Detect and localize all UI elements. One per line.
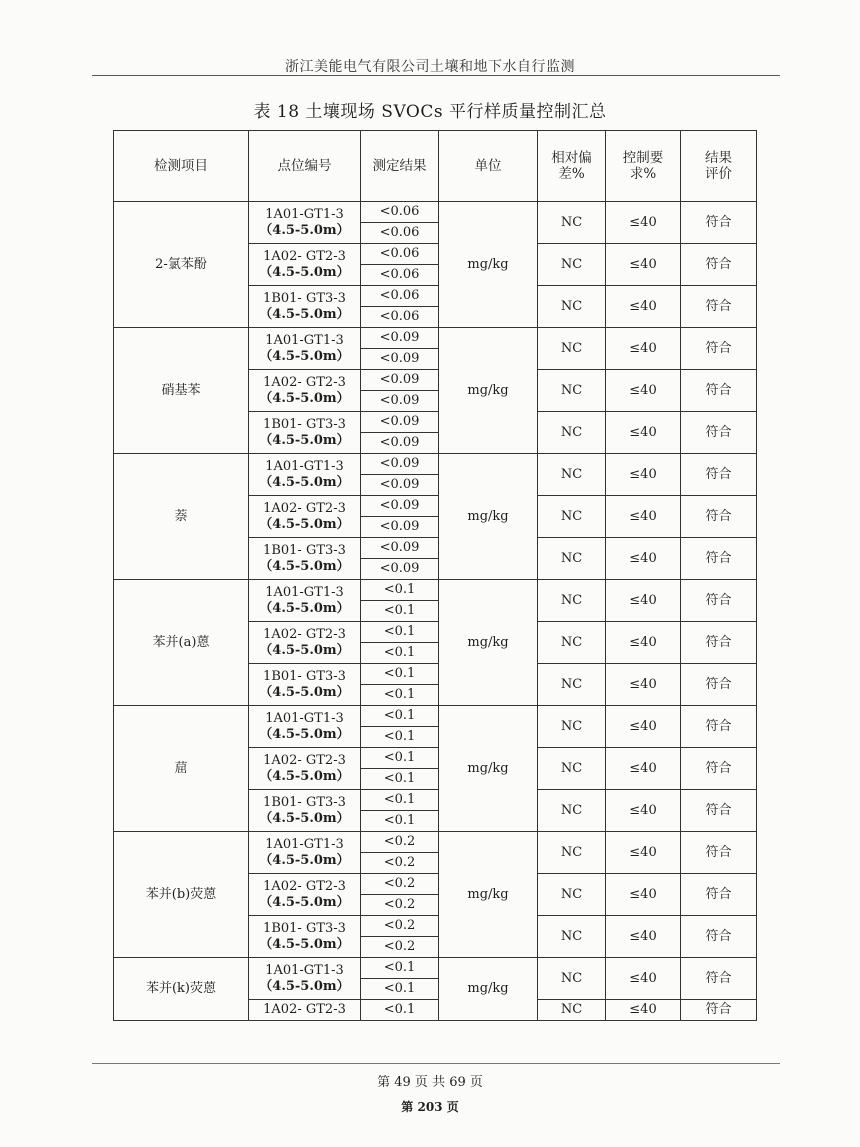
requirement-cell: ≤40 xyxy=(606,370,681,412)
point-id-cell xyxy=(249,328,361,370)
point-id: 1A01-GT1-3 xyxy=(265,584,344,600)
unit-cell: mg/kg xyxy=(439,832,538,958)
item-name-cell: 苯并(a)蒽 xyxy=(114,580,249,706)
rpd-cell: NC xyxy=(538,664,606,706)
evaluation-cell: 符合 xyxy=(681,328,757,370)
evaluation-cell: 符合 xyxy=(681,370,757,412)
requirement-cell: ≤40 xyxy=(606,748,681,790)
table-row xyxy=(114,706,757,727)
evaluation-cell: 符合 xyxy=(681,580,757,622)
sample-depth: （4.5-5.0m） xyxy=(259,516,350,532)
result-cell: <0.1 xyxy=(361,958,439,979)
point-id-cell xyxy=(249,412,361,454)
point-id-cell xyxy=(249,454,361,496)
sample-depth: （4.5-5.0m） xyxy=(259,936,350,952)
requirement-cell: ≤40 xyxy=(606,664,681,706)
unit-cell: mg/kg xyxy=(439,706,538,832)
point-id-cell xyxy=(249,916,361,958)
result-cell: <0.09 xyxy=(361,454,439,475)
result-cell: <0.1 xyxy=(361,664,439,685)
evaluation-cell: 符合 xyxy=(681,538,757,580)
table-row xyxy=(114,202,757,223)
point-id: 1A01-GT1-3 xyxy=(265,458,344,474)
point-id: 1B01- GT3-3 xyxy=(263,542,346,558)
result-cell: <0.06 xyxy=(361,244,439,265)
point-id: 1A01-GT1-3 xyxy=(265,836,344,852)
evaluation-cell: 符合 xyxy=(681,790,757,832)
point-id-cell xyxy=(249,244,361,286)
result-cell: <0.06 xyxy=(361,223,439,244)
result-cell: <0.09 xyxy=(361,517,439,538)
table-caption: 表 18 土壤现场 SVOCs 平行样质量控制汇总 xyxy=(253,102,607,122)
rpd-cell: NC xyxy=(538,328,606,370)
sample-depth: （4.5-5.0m） xyxy=(259,642,350,658)
point-id: 1A01-GT1-3 xyxy=(265,206,344,222)
qc-table xyxy=(113,130,757,1021)
requirement-cell: ≤40 xyxy=(606,874,681,916)
requirement-cell: ≤40 xyxy=(606,916,681,958)
footer-rule xyxy=(92,1063,780,1064)
rpd-cell: NC xyxy=(538,916,606,958)
result-cell: <0.09 xyxy=(361,538,439,559)
point-id: 1A01-GT1-3 xyxy=(265,962,344,978)
point-id-cell xyxy=(249,580,361,622)
result-cell: <0.09 xyxy=(361,328,439,349)
rpd-cell: NC xyxy=(538,1000,606,1021)
requirement-cell: ≤40 xyxy=(606,454,681,496)
result-cell: <0.06 xyxy=(361,286,439,307)
evaluation-cell: 符合 xyxy=(681,664,757,706)
point-id-cell xyxy=(249,706,361,748)
table-row xyxy=(114,958,757,979)
item-name-cell: 硝基苯 xyxy=(114,328,249,454)
evaluation-cell: 符合 xyxy=(681,286,757,328)
point-id-cell xyxy=(249,748,361,790)
table-row xyxy=(114,580,757,601)
evaluation-cell: 符合 xyxy=(681,832,757,874)
item-name-cell: 苯并(k)荧蒽 xyxy=(114,958,249,1021)
sample-depth: （4.5-5.0m） xyxy=(259,264,350,280)
result-cell: <0.1 xyxy=(361,748,439,769)
rpd-cell: NC xyxy=(538,244,606,286)
result-cell: <0.09 xyxy=(361,475,439,496)
result-cell: <0.09 xyxy=(361,496,439,517)
requirement-cell: ≤40 xyxy=(606,496,681,538)
evaluation-cell: 符合 xyxy=(681,706,757,748)
result-cell: <0.06 xyxy=(361,265,439,286)
requirement-cell: ≤40 xyxy=(606,622,681,664)
col-header-requirement: 控制要 求% xyxy=(606,131,681,202)
evaluation-cell: 符合 xyxy=(681,202,757,244)
sample-depth: （4.5-5.0m） xyxy=(259,222,350,238)
rpd-cell: NC xyxy=(538,538,606,580)
unit-cell: mg/kg xyxy=(439,202,538,328)
requirement-cell: ≤40 xyxy=(606,328,681,370)
point-id: 1B01- GT3-3 xyxy=(263,416,346,432)
sample-depth: （4.5-5.0m） xyxy=(259,600,350,616)
sample-depth: （4.5-5.0m） xyxy=(259,390,350,406)
result-cell: <0.1 xyxy=(361,790,439,811)
rpd-cell: NC xyxy=(538,958,606,1000)
evaluation-cell: 符合 xyxy=(681,412,757,454)
table-body xyxy=(114,202,757,1021)
header-rule xyxy=(92,75,780,76)
point-id: 1A02- GT2-3 xyxy=(263,374,346,390)
sample-depth: （4.5-5.0m） xyxy=(259,432,350,448)
evaluation-cell: 符合 xyxy=(681,496,757,538)
rpd-cell: NC xyxy=(538,790,606,832)
point-id: 1A02- GT2-3 xyxy=(263,248,346,264)
unit-cell: mg/kg xyxy=(439,454,538,580)
col-header-item: 检测项目 xyxy=(114,131,249,202)
col-header-rpd: 相对偏 差% xyxy=(538,131,606,202)
rpd-cell: NC xyxy=(538,454,606,496)
table-row xyxy=(114,328,757,349)
requirement-cell: ≤40 xyxy=(606,580,681,622)
point-id-cell xyxy=(249,496,361,538)
point-id: 1B01- GT3-3 xyxy=(263,668,346,684)
requirement-cell: ≤40 xyxy=(606,244,681,286)
result-cell: <0.2 xyxy=(361,895,439,916)
result-cell: <0.09 xyxy=(361,370,439,391)
result-cell: <0.09 xyxy=(361,412,439,433)
rpd-cell: NC xyxy=(538,286,606,328)
table-header-row xyxy=(114,131,757,202)
point-id: 1B01- GT3-3 xyxy=(263,290,346,306)
sample-depth: （4.5-5.0m） xyxy=(259,684,350,700)
result-cell: <0.1 xyxy=(361,979,439,1000)
col-header-result: 测定结果 xyxy=(361,131,439,202)
result-cell: <0.1 xyxy=(361,685,439,706)
result-cell: <0.1 xyxy=(361,601,439,622)
point-id-cell xyxy=(249,1000,361,1021)
point-id-cell xyxy=(249,874,361,916)
rpd-cell: NC xyxy=(538,370,606,412)
rpd-cell: NC xyxy=(538,496,606,538)
rpd-cell: NC xyxy=(538,202,606,244)
requirement-cell: ≤40 xyxy=(606,790,681,832)
unit-cell: mg/kg xyxy=(439,580,538,706)
requirement-cell: ≤40 xyxy=(606,202,681,244)
evaluation-cell: 符合 xyxy=(681,622,757,664)
evaluation-cell: 符合 xyxy=(681,454,757,496)
point-id-cell xyxy=(249,664,361,706)
evaluation-cell: 符合 xyxy=(681,958,757,1000)
result-cell: <0.2 xyxy=(361,853,439,874)
evaluation-cell: 符合 xyxy=(681,748,757,790)
sample-depth: （4.5-5.0m） xyxy=(259,726,350,742)
point-id: 1A02- GT2-3 xyxy=(263,500,346,516)
unit-cell: mg/kg xyxy=(439,328,538,454)
requirement-cell: ≤40 xyxy=(606,832,681,874)
point-id-cell xyxy=(249,622,361,664)
result-cell: <0.09 xyxy=(361,349,439,370)
evaluation-cell: 符合 xyxy=(681,1000,757,1021)
running-header: 浙江美能电气有限公司土壤和地下水自行监测 xyxy=(285,59,575,75)
col-header-unit: 单位 xyxy=(439,131,538,202)
point-id: 1A02- GT2-3 xyxy=(263,752,346,768)
result-cell: <0.09 xyxy=(361,433,439,454)
point-id-cell xyxy=(249,790,361,832)
result-cell: <0.1 xyxy=(361,727,439,748)
rpd-cell: NC xyxy=(538,580,606,622)
rpd-cell: NC xyxy=(538,706,606,748)
page-number: 第 49 页 共 69 页 xyxy=(377,1075,483,1090)
sample-depth: （4.5-5.0m） xyxy=(259,558,350,574)
result-cell: <0.1 xyxy=(361,580,439,601)
result-cell: <0.2 xyxy=(361,832,439,853)
result-cell: <0.2 xyxy=(361,874,439,895)
item-name-cell: 䓛 xyxy=(114,706,249,832)
rpd-cell: NC xyxy=(538,622,606,664)
sample-depth: （4.5-5.0m） xyxy=(259,894,350,910)
point-id-cell xyxy=(249,958,361,1000)
point-id: 1A02- GT2-3 xyxy=(263,1002,346,1017)
requirement-cell: ≤40 xyxy=(606,706,681,748)
result-cell: <0.09 xyxy=(361,559,439,580)
item-name-cell: 萘 xyxy=(114,454,249,580)
table-row xyxy=(114,454,757,475)
point-id-cell xyxy=(249,832,361,874)
sample-depth: （4.5-5.0m） xyxy=(259,852,350,868)
result-cell: <0.1 xyxy=(361,1000,439,1021)
result-cell: <0.09 xyxy=(361,391,439,412)
table-row xyxy=(114,832,757,853)
result-cell: <0.06 xyxy=(361,307,439,328)
point-id: 1B01- GT3-3 xyxy=(263,920,346,936)
result-cell: <0.2 xyxy=(361,916,439,937)
col-header-point: 点位编号 xyxy=(249,131,361,202)
point-id: 1A02- GT2-3 xyxy=(263,626,346,642)
unit-cell: mg/kg xyxy=(439,958,538,1021)
evaluation-cell: 符合 xyxy=(681,244,757,286)
point-id-cell xyxy=(249,370,361,412)
point-id-cell xyxy=(249,538,361,580)
sample-depth: （4.5-5.0m） xyxy=(259,474,350,490)
point-id-cell xyxy=(249,202,361,244)
rpd-cell: NC xyxy=(538,874,606,916)
point-id: 1A01-GT1-3 xyxy=(265,710,344,726)
requirement-cell: ≤40 xyxy=(606,958,681,1000)
col-header-evaluation: 结果 评价 xyxy=(681,131,757,202)
absolute-page-number: 第 203 页 xyxy=(401,1100,459,1114)
rpd-cell: NC xyxy=(538,832,606,874)
sample-depth: （4.5-5.0m） xyxy=(259,810,350,826)
result-cell: <0.1 xyxy=(361,769,439,790)
result-cell: <0.1 xyxy=(361,643,439,664)
result-cell: <0.06 xyxy=(361,202,439,223)
sample-depth: （4.5-5.0m） xyxy=(259,306,350,322)
rpd-cell: NC xyxy=(538,412,606,454)
sample-depth: （4.5-5.0m） xyxy=(259,348,350,364)
requirement-cell: ≤40 xyxy=(606,538,681,580)
item-name-cell: 苯并(b)荧蒽 xyxy=(114,832,249,958)
evaluation-cell: 符合 xyxy=(681,874,757,916)
result-cell: <0.1 xyxy=(361,706,439,727)
point-id: 1B01- GT3-3 xyxy=(263,794,346,810)
point-id: 1A01-GT1-3 xyxy=(265,332,344,348)
result-cell: <0.1 xyxy=(361,811,439,832)
requirement-cell: ≤40 xyxy=(606,412,681,454)
point-id-cell xyxy=(249,286,361,328)
sample-depth: （4.5-5.0m） xyxy=(259,768,350,784)
requirement-cell: ≤40 xyxy=(606,286,681,328)
evaluation-cell: 符合 xyxy=(681,916,757,958)
requirement-cell: ≤40 xyxy=(606,1000,681,1021)
item-name-cell: 2-氯苯酚 xyxy=(114,202,249,328)
result-cell: <0.2 xyxy=(361,937,439,958)
point-id: 1A02- GT2-3 xyxy=(263,878,346,894)
result-cell: <0.1 xyxy=(361,622,439,643)
rpd-cell: NC xyxy=(538,748,606,790)
sample-depth: （4.5-5.0m） xyxy=(259,978,350,994)
